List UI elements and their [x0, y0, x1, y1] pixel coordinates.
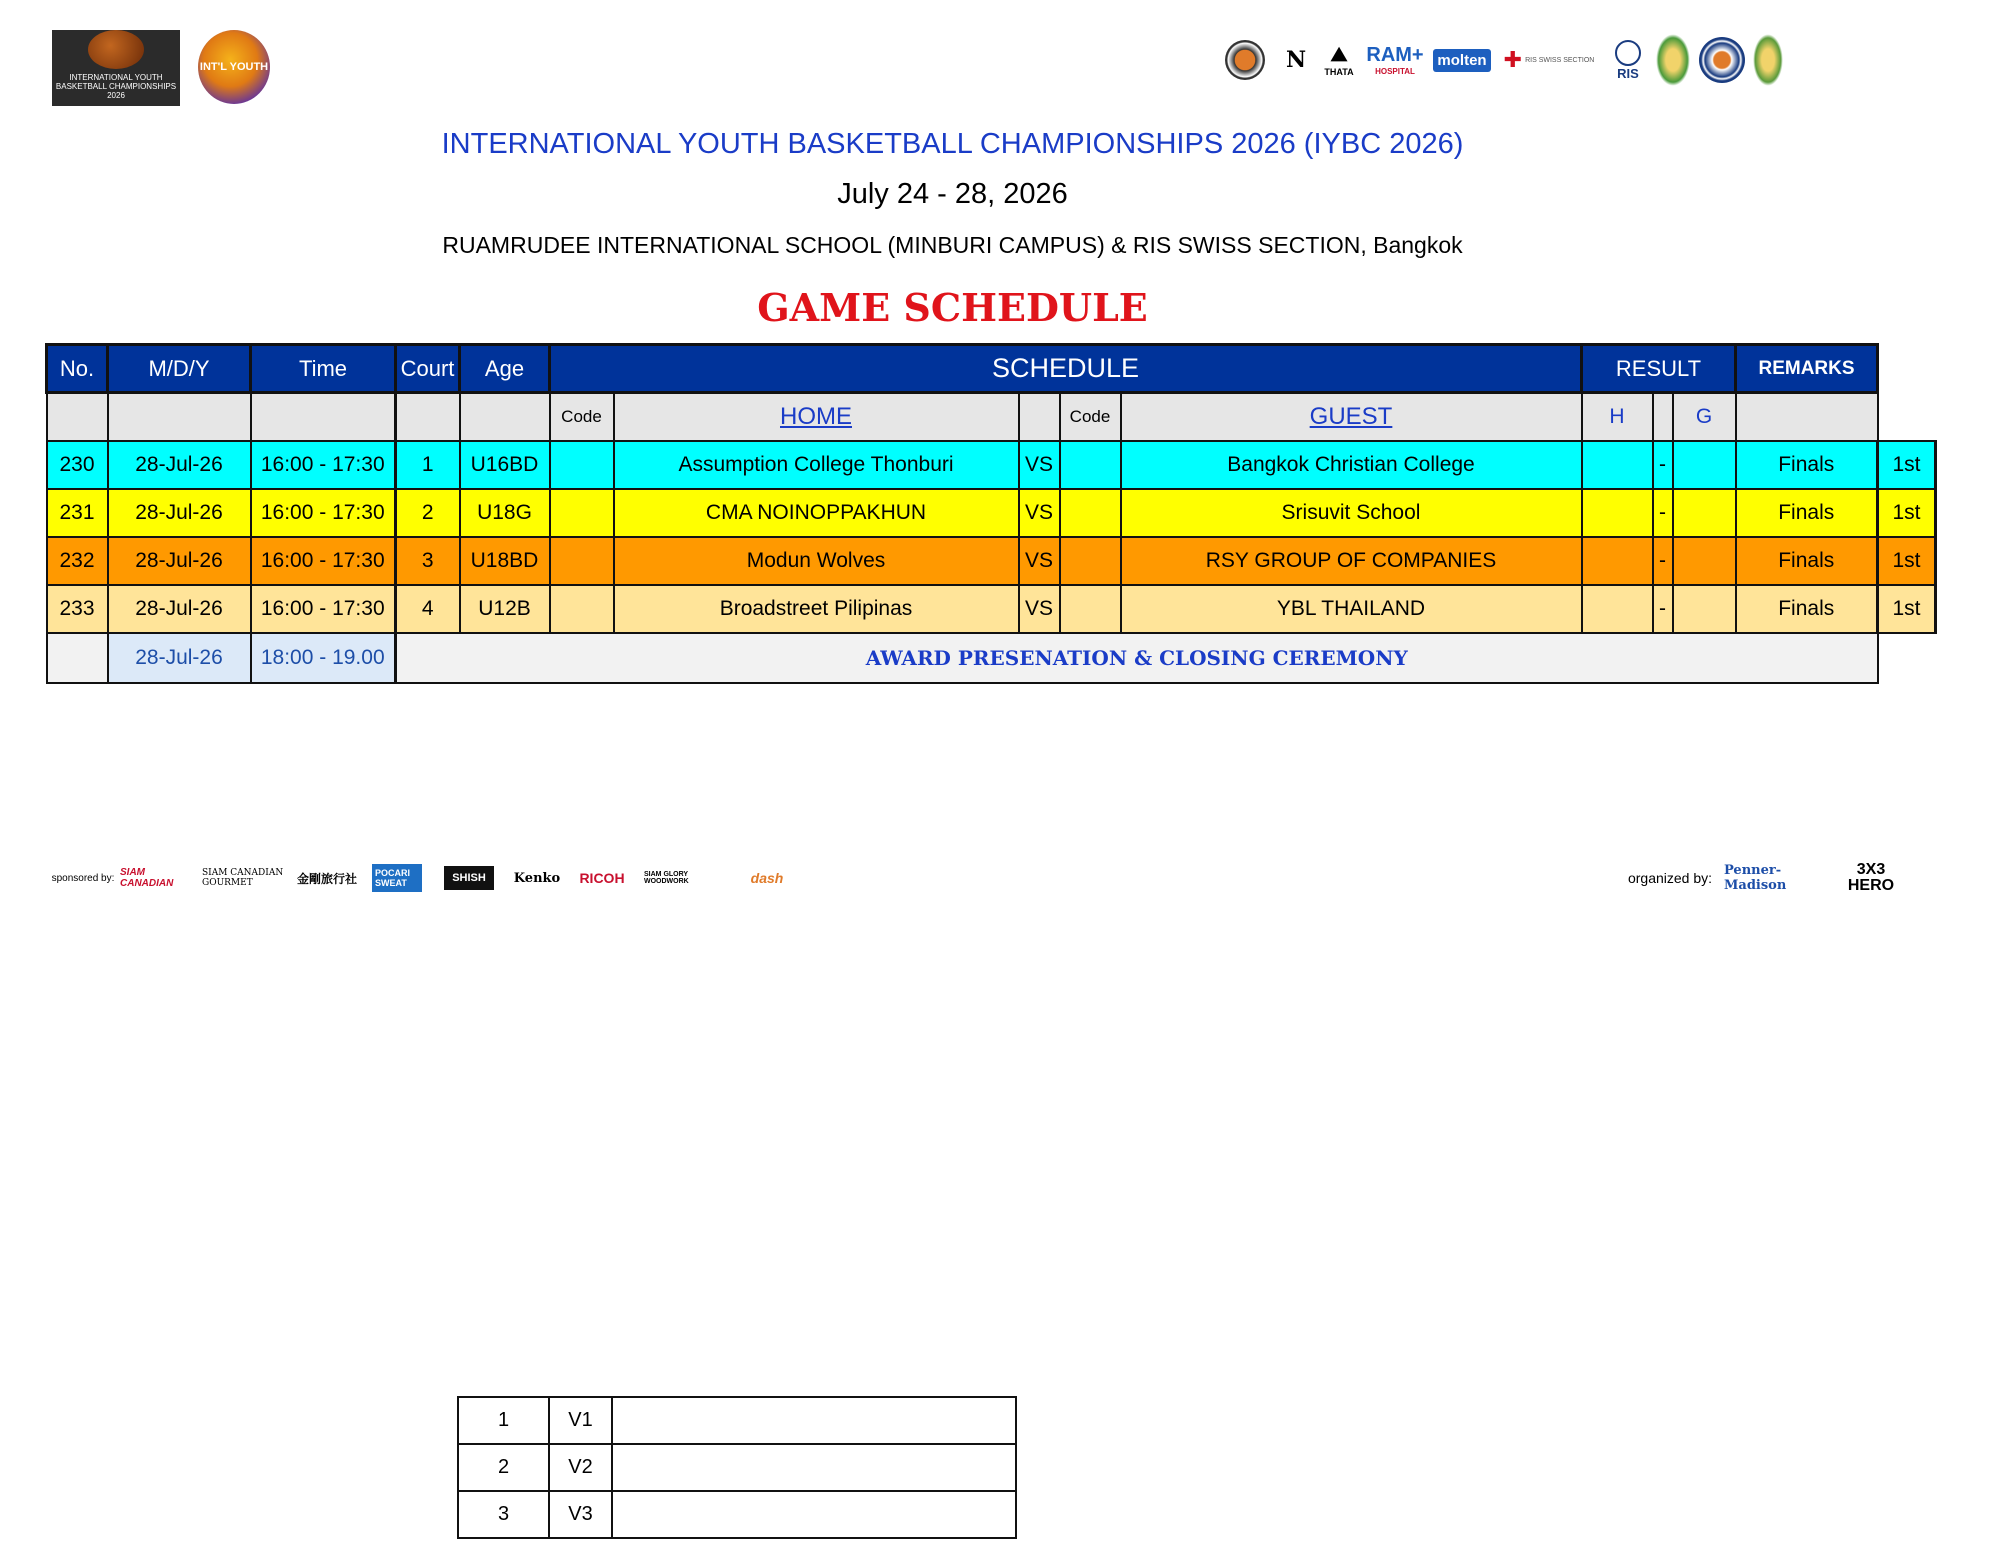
home-score [1582, 441, 1653, 489]
venue-number: 2 [458, 1444, 549, 1491]
venue-name [612, 1491, 1016, 1538]
guest-code [1060, 537, 1121, 585]
header-row-main [47, 345, 1936, 393]
venue-number: 3 [458, 1491, 549, 1538]
game-place: 1st [1878, 489, 1936, 537]
game-place: 1st [1878, 585, 1936, 633]
penner-madison-logo: Penner-Madison [1724, 863, 1787, 893]
venue-code: V3 [549, 1491, 612, 1538]
game-date: 28-Jul-26 [108, 585, 251, 633]
game-age: U12B [460, 585, 550, 633]
col-header-date: M/D/Y [108, 345, 251, 393]
sub-blank [108, 393, 251, 442]
table-row [458, 1444, 1016, 1491]
sub-blank [460, 393, 550, 442]
game-place: 1st [1878, 537, 1936, 585]
shish-logo: SHISH [436, 855, 502, 901]
venue-code: V1 [549, 1397, 612, 1444]
guest-score [1673, 489, 1736, 537]
thata-logo: ⛰ THATA [1324, 43, 1354, 77]
home-score [1582, 537, 1653, 585]
siam-canadian-gourmet-logo: SIAM CANADIAN GOURMET [202, 868, 284, 888]
score-separator: - [1653, 585, 1673, 633]
game-age: U18BD [460, 537, 550, 585]
vs-label: VS [1019, 489, 1060, 537]
guest-code [1060, 489, 1121, 537]
award-time: 18:00 - 19.00 [251, 633, 396, 683]
score-separator: - [1653, 489, 1673, 537]
table-row [47, 585, 1936, 633]
col-header-time: Time [251, 345, 396, 393]
sub-blank [1653, 393, 1673, 442]
game-no: 230 [47, 441, 108, 489]
event-title: INTERNATIONAL YOUTH BASKETBALL CHAMPIONSHIPS 2026 (IYBC 2026) [441, 128, 1464, 160]
award-blank [1878, 633, 1936, 683]
association-seal-logo [1698, 30, 1746, 90]
game-remarks: Finals [1736, 441, 1878, 489]
game-age: U18G [460, 489, 550, 537]
guest-code-header: Code [1060, 393, 1121, 442]
sub-blank [396, 393, 460, 442]
guest-score [1673, 537, 1736, 585]
header-blank [1878, 345, 1936, 393]
home-code [550, 489, 614, 537]
game-court: 4 [396, 585, 460, 633]
home-code [550, 441, 614, 489]
guest-code [1060, 441, 1121, 489]
event-venue: RUAMRUDEE INTERNATIONAL SCHOOL (MINBURI CAMPUS) & RIS SWISS SECTION, Bangkok [442, 232, 1463, 258]
score-separator: - [1653, 441, 1673, 489]
molten-logo: molten [1434, 30, 1490, 90]
guest-team: Srisuvit School [1121, 489, 1582, 537]
guest-header: GUEST [1121, 393, 1582, 442]
emblem-logo [1652, 30, 1694, 90]
venue-name [612, 1397, 1016, 1444]
sub-blank [47, 393, 108, 442]
award-date: 28-Jul-26 [108, 633, 251, 683]
game-age: U16BD [460, 441, 550, 489]
n-sport-logo: N [1285, 47, 1307, 73]
result-g-header: G [1673, 393, 1736, 442]
section-title: GAME SCHEDULE [757, 285, 1148, 330]
guest-team: Bangkok Christian College [1121, 441, 1582, 489]
guest-score [1673, 441, 1736, 489]
home-team: Broadstreet Pilipinas [614, 585, 1019, 633]
table-row [47, 537, 1936, 585]
basketball-icon [88, 30, 144, 69]
crest-logo [1750, 30, 1786, 90]
score-separator: - [1653, 537, 1673, 585]
sub-blank [1878, 393, 1936, 442]
event-dates: July 24 - 28, 2026 [837, 178, 1068, 210]
game-time: 16:00 - 17:30 [251, 537, 396, 585]
game-court: 1 [396, 441, 460, 489]
game-place: 1st [1878, 441, 1936, 489]
award-ceremony-label: AWARD PRESENATION & CLOSING CEREMONY [396, 633, 1878, 683]
schedule-table [45, 343, 1937, 684]
col-header-result: RESULT [1582, 345, 1736, 393]
venue-code: V2 [549, 1444, 612, 1491]
header-row-sub [47, 393, 1936, 442]
siam-glory-woodwork-logo: SIAM GLORY WOODWORK [644, 871, 689, 885]
guest-team: RSY GROUP OF COMPANIES [1121, 537, 1582, 585]
game-no: 232 [47, 537, 108, 585]
game-time: 16:00 - 17:30 [251, 489, 396, 537]
venue-name [612, 1444, 1016, 1491]
ris-swiss-logo: ✚ RIS SWISS SECTION [1503, 47, 1595, 72]
table-row [458, 1491, 1016, 1538]
dash-logo: dash [750, 870, 784, 886]
iybc-logo-text: INTERNATIONAL YOUTH BASKETBALL CHAMPIONSHIPS 2026 [55, 73, 177, 100]
ris-logo: RIS [1608, 30, 1648, 90]
vs-label: VS [1019, 585, 1060, 633]
iybc-logo [52, 30, 180, 106]
guest-team: YBL THAILAND [1121, 585, 1582, 633]
game-no: 231 [47, 489, 108, 537]
3x3-hero-logo: 3X3 HERO [1847, 861, 1895, 894]
game-court: 3 [396, 537, 460, 585]
game-court: 2 [396, 489, 460, 537]
table-row [47, 441, 1936, 489]
home-code [550, 537, 614, 585]
game-date: 28-Jul-26 [108, 441, 251, 489]
pocari-sweat-logo: POCARI SWEAT [372, 855, 422, 901]
kongo-travel-logo: 金剛旅行社 [296, 871, 357, 886]
award-row [47, 633, 1936, 683]
game-time: 16:00 - 17:30 [251, 441, 396, 489]
col-header-no: No. [47, 345, 108, 393]
kenko-logo: Kenko [513, 870, 561, 886]
col-header-schedule: SCHEDULE [550, 345, 1582, 393]
venue-number: 1 [458, 1397, 549, 1444]
home-code-header: Code [550, 393, 614, 442]
home-score [1582, 585, 1653, 633]
home-team: Modun Wolves [614, 537, 1019, 585]
vs-label: VS [1019, 537, 1060, 585]
vs-label: VS [1019, 441, 1060, 489]
organized-by-label: organized by: [1627, 870, 1713, 886]
siam-canadian-logo: SIAM CANADIAN [120, 867, 174, 889]
game-date: 28-Jul-26 [108, 489, 251, 537]
table-row [458, 1397, 1016, 1444]
ricoh-logo: RICOH [579, 870, 625, 886]
home-team: CMA NOINOPPAKHUN [614, 489, 1019, 537]
guest-score [1673, 585, 1736, 633]
game-time: 16:00 - 17:30 [251, 585, 396, 633]
sub-blank [1019, 393, 1060, 442]
home-header: HOME [614, 393, 1019, 442]
home-score [1582, 489, 1653, 537]
home-team: Assumption College Thonburi [614, 441, 1019, 489]
game-no: 233 [47, 585, 108, 633]
game-remarks: Finals [1736, 489, 1878, 537]
sponsored-by-label: sponsored by: [51, 872, 115, 884]
game-remarks: Finals [1736, 585, 1878, 633]
home-code [550, 585, 614, 633]
award-blank [47, 633, 108, 683]
game-remarks: Finals [1736, 537, 1878, 585]
col-header-age: Age [460, 345, 550, 393]
game-date: 28-Jul-26 [108, 537, 251, 585]
result-h-header: H [1582, 393, 1653, 442]
col-header-remarks: REMARKS [1736, 345, 1878, 393]
sub-blank [251, 393, 396, 442]
table-row [47, 489, 1936, 537]
club-seal-logo [1222, 30, 1268, 90]
guest-code [1060, 585, 1121, 633]
intl-youth-logo: INT'L YOUTH [198, 30, 270, 104]
ram-hospital-logo: RAM+ HOSPITAL [1366, 44, 1424, 76]
col-header-court: Court [396, 345, 460, 393]
sub-blank [1736, 393, 1878, 442]
venue-table [457, 1396, 1017, 1539]
